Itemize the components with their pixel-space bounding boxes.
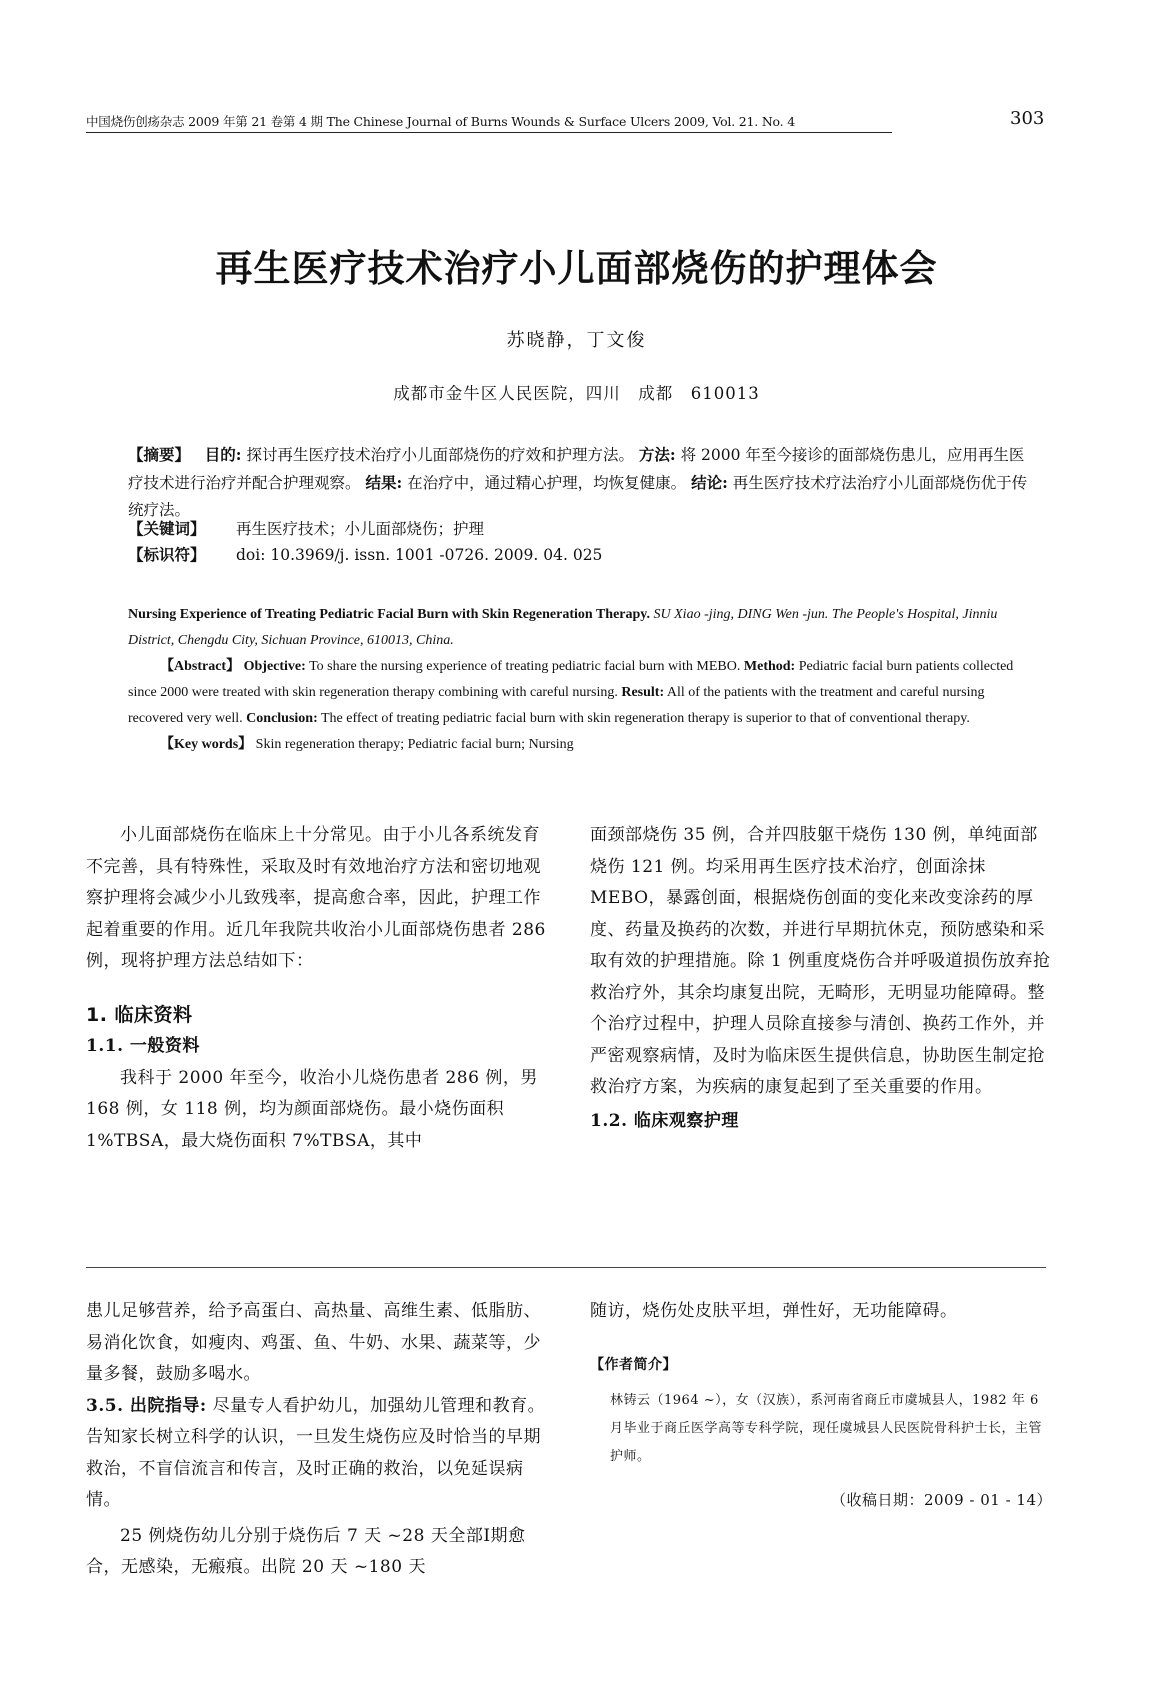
body-right-column xyxy=(590,820,1052,1137)
abstract-cn-result-label: 结果: xyxy=(365,473,403,492)
author-bio: 林铸云（1964 ~），女（汉族），系河南省商丘市虞城县人，1982 年 6 月毕业于商丘医学高等专科学院，现任虞城县人民医院骨科护士长，主管护师。 xyxy=(610,1393,1043,1464)
section-3-5-text: 尽量专人看护幼儿，加强幼儿管理和教育。告知家长树立科学的认识，一旦发生烧伤应及时恰当的早期救治，不盲信流言和传言，及时正确的救治，以免延误病情。 xyxy=(86,1395,546,1510)
identifier-tag: 【标识符】 xyxy=(128,545,206,564)
page-fragment-divider xyxy=(86,1267,1046,1268)
abstract-en-objective-label: Objective: xyxy=(243,659,306,674)
abstract-en-method: Pediatric facial burn patients collected since 2000 were treated with skin regeneration therapy combining with careful nursing. xyxy=(128,659,1014,700)
keywords-cn: 再生医疗技术；小儿面部烧伤；护理 xyxy=(236,520,485,538)
abstract-en-keywords: Skin regeneration therapy; Pediatric facial burn; Nursing xyxy=(255,737,574,752)
abstract-en-conclusion-label: Conclusion: xyxy=(246,711,318,726)
abstract-en-title: Nursing Experience of Treating Pediatric Facial Burn with Skin Regeneration Therapy. xyxy=(128,607,651,622)
abstract-cn-objective-label: 目的: xyxy=(204,445,242,464)
article-title: 再生医疗技术治疗小儿面部烧伤的护理体会 xyxy=(215,247,938,290)
section-1-1-heading: 1.1. 一般资料 xyxy=(86,1036,200,1056)
abstract-en-tag: 【Abstract】 xyxy=(160,659,241,674)
body-left-column xyxy=(86,820,546,1157)
nutrition-paragraph: 患儿足够营养，给予高蛋白、高热量、高维生素、低脂肪、易消化饮食，如瘦肉、鸡蛋、鱼、牛奶、水果、蔬菜等，少量多餐，鼓励多喝水。 xyxy=(86,1301,541,1384)
abstract-cn-conclusion: 再生医疗技术疗法治疗小儿面部烧伤优于传统疗法。 xyxy=(128,474,1028,519)
doi: doi: 10.3969/j. issn. 1001 -0726. 2009. 04. 025 xyxy=(236,546,603,564)
article-affiliation: 成都市金牛区人民医院，四川 成都 610013 xyxy=(393,384,760,403)
abstract-cn-tag: 【摘要】 xyxy=(128,445,191,464)
page-number: 303 xyxy=(1010,108,1045,129)
section-3-5-label: 3.5. 出院指导: xyxy=(86,1395,207,1416)
section-1-heading: 1. 临床资料 xyxy=(86,1003,193,1026)
outcome-paragraph: 25 例烧伤幼儿分别于烧伤后 7 天 ~28 天全部Ⅰ期愈合，无感染，无瘢痕。出院 20 天 ~180 天 xyxy=(86,1525,526,1577)
abstract-en xyxy=(128,602,1028,758)
running-head: 中国烧伤创疡杂志 2009 年第 21 卷第 4 期 The Chinese Journal of Burns Wounds & Surface Ulcers 2009, Vol. 21. No. 4 xyxy=(86,112,892,133)
abstract-cn-objective: 探讨再生医疗技术治疗小儿面部烧伤的疗效和护理方法。 xyxy=(246,446,634,464)
lower-left-column xyxy=(86,1296,546,1584)
abstract-en-authors: SU Xiao -jing, DING Wen -jun. The People's Hospital, Jinniu District, Chengdu City, Sichuan Province, 610013, China. xyxy=(128,607,998,648)
received-date: （收稿日期：2009 - 01 - 14） xyxy=(830,1491,1052,1509)
keywords-cn-row xyxy=(128,517,1028,539)
article-authors: 苏晓静，丁文俊 xyxy=(506,330,647,351)
abstract-cn-method-label: 方法: xyxy=(638,445,676,464)
abstract-cn-method: 将 2000 年至今接诊的面部烧伤患儿，应用再生医疗技术进行治疗并配合护理观察。 xyxy=(128,446,1025,492)
abstract-cn-result: 在治疗中，通过精心护理，均恢复健康。 xyxy=(407,474,687,492)
keywords-cn-tag: 【关键词】 xyxy=(128,519,206,538)
lower-right-column xyxy=(590,1296,1052,1517)
section-1-1-paragraph: 我科于 2000 年至今，收治小儿烧伤患者 286 例，男 168 例，女 118 例，均为颜面部烧伤。最小烧伤面积 1%TBSA，最大烧伤面积 7%TBSA，其中 xyxy=(86,1067,538,1151)
abstract-en-method-label: Method: xyxy=(743,659,796,674)
identifier-row xyxy=(128,543,1028,565)
abstract-en-objective: To share the nursing experience of treating pediatric facial burn with MEBO. xyxy=(309,659,741,674)
followup-paragraph: 随访，烧伤处皮肤平坦，弹性好，无功能障碍。 xyxy=(590,1301,958,1321)
intro-paragraph: 小儿面部烧伤在临床上十分常见。由于小儿各系统发育不完善，具有特殊性，采取及时有效地治疗方法和密切地观察护理将会减少小儿致残率，提高愈合率，因此，护理工作起着重要的作用。近几年我院共收治小儿面部烧伤患者 286 例，现将护理方法总结如下： xyxy=(86,825,546,971)
abstract-en-result: All of the patients with the treatment and careful nursing recovered very well. xyxy=(128,685,985,726)
abstract-en-keywords-tag: 【Key words】 xyxy=(160,737,253,752)
abstract-en-result-label: Result: xyxy=(621,685,665,700)
section-1-2-heading: 1.2. 临床观察护理 xyxy=(590,1110,739,1131)
abstract-cn-conclusion-label: 结论: xyxy=(691,473,728,492)
right-column-paragraph: 面颈部烧伤 35 例，合并四肢躯干烧伤 130 例，单纯面部烧伤 121 例。均采用再生医疗技术治疗，创面涂抹 MEBO，暴露创面，根据烧伤创面的变化来改变涂药的厚度、药量及换药的次数，并进行早期抗休克，预防感染和采取有效的护理措施。除 1 例重度烧伤合并呼吸道损伤放弃抢救治疗外，其余均康复出院，无畸形，无明显功能障碍。整个治疗过程中，护理人员除直接参与清创、换药工作外，并严密观察病情，及时为临床医生提供信息，协助医生制定抢救治疗方案，为疾病的康复起到了至关重要的作用。 xyxy=(590,825,1051,1097)
author-bio-heading: 【作者简介】 xyxy=(590,1356,677,1373)
abstract-en-conclusion: The effect of treating pediatric facial burn with skin regeneration therapy is superior to that of conventional therapy. xyxy=(321,711,970,726)
abstract-cn xyxy=(128,441,1028,524)
